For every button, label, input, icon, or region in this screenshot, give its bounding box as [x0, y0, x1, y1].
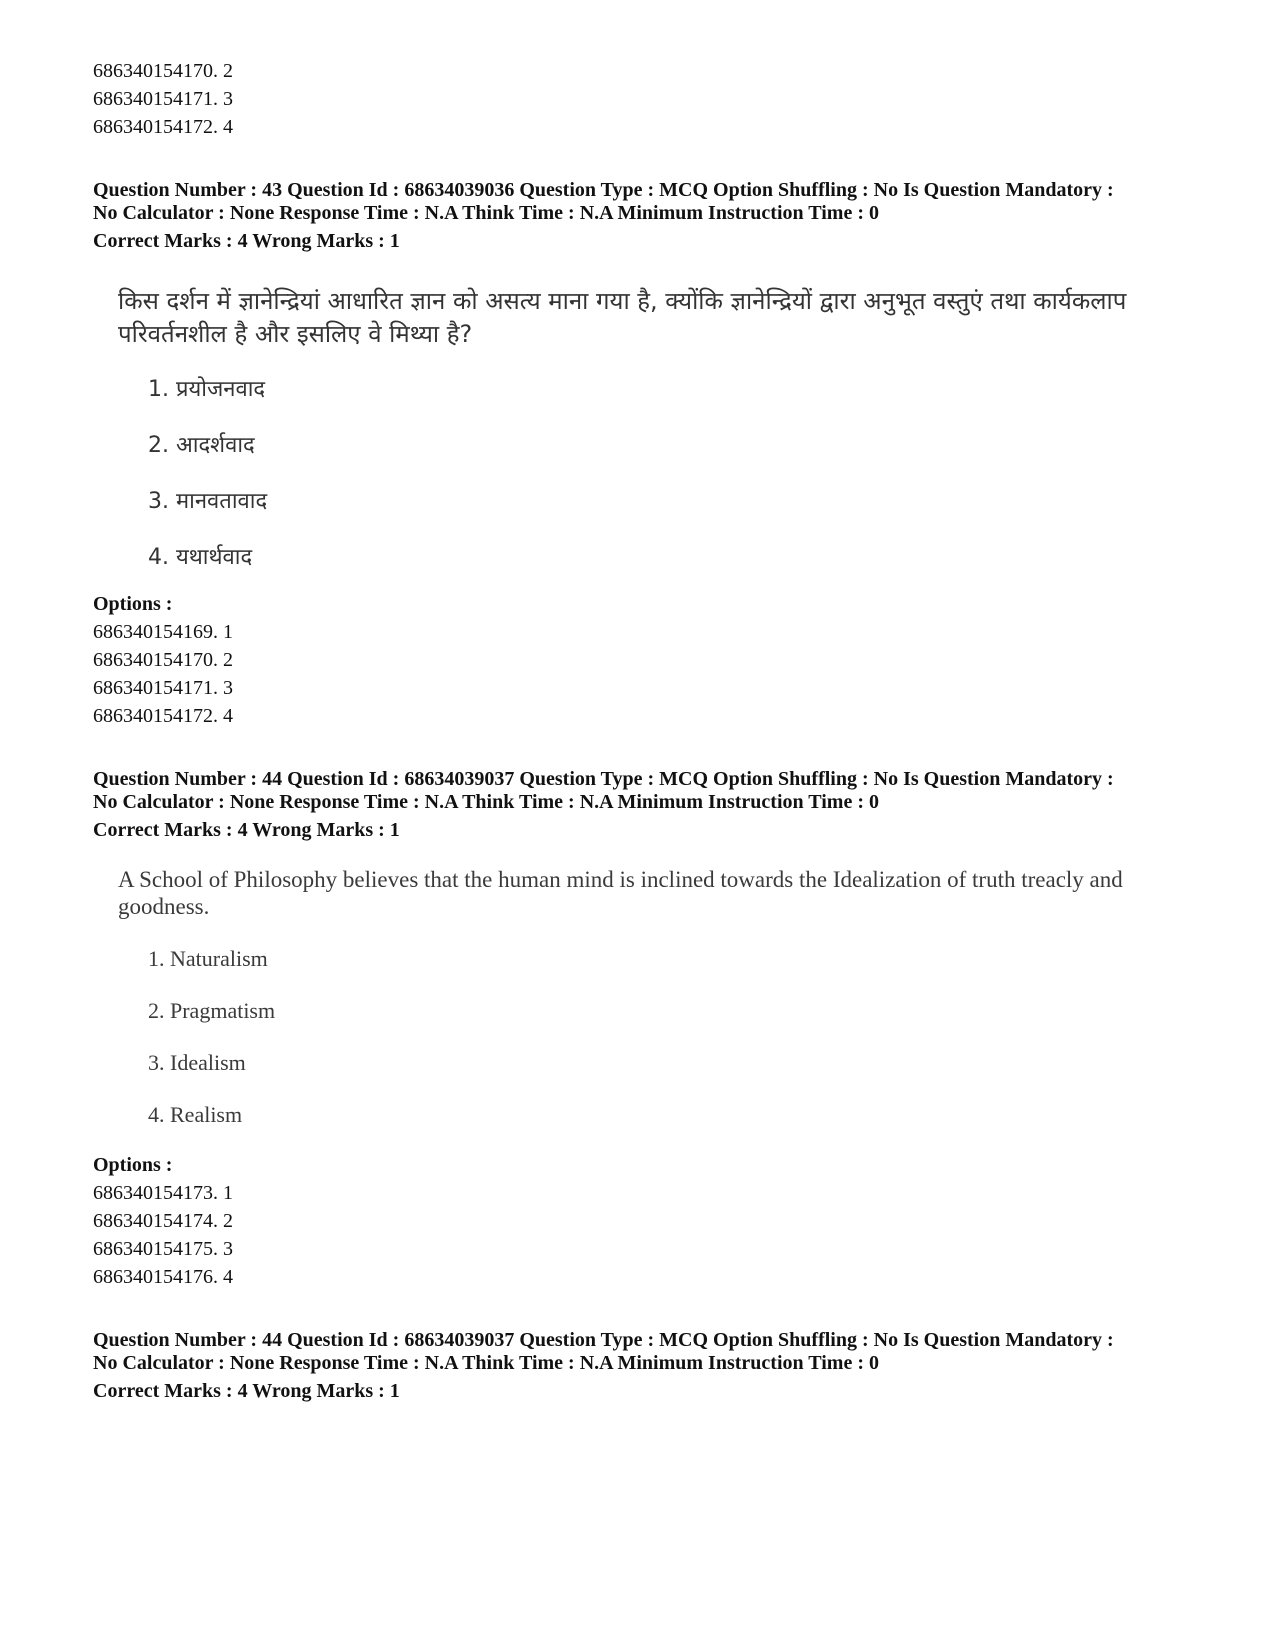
question-header-line1: Question Number : 43 Question Id : 68634039036 Question Type : MCQ Option Shuffling : No Is Question Mandatory : — [93, 179, 1114, 201]
question-choice: 3. Idealism — [148, 1050, 246, 1075]
option-line: 686340154171. 3 — [93, 677, 233, 699]
question-header-line1: Question Number : 44 Question Id : 68634039037 Question Type : MCQ Option Shuffling : No Is Question Mandatory : — [93, 768, 1114, 790]
option-line: 686340154170. 2 — [93, 60, 233, 82]
question-text-line1: A School of Philosophy believes that the human mind is inclined towards the Idealization of truth treacly and — [118, 867, 1123, 892]
question-marks: Correct Marks : 4 Wrong Marks : 1 — [93, 819, 400, 841]
option-line: 686340154172. 4 — [93, 116, 233, 138]
option-line: 686340154171. 3 — [93, 88, 233, 110]
question-marks: Correct Marks : 4 Wrong Marks : 1 — [93, 1380, 400, 1402]
option-line: 686340154170. 2 — [93, 649, 233, 671]
question-header-line2: No Calculator : None Response Time : N.A Think Time : N.A Minimum Instruction Time : 0 — [93, 1352, 879, 1374]
option-line: 686340154173. 1 — [93, 1182, 233, 1204]
question-choice: 2. Pragmatism — [148, 998, 276, 1023]
option-line: 686340154175. 3 — [93, 1238, 233, 1260]
question-text-line1: किस दर्शन में ज्ञानेन्द्रियां आधारित ज्ञान को असत्य माना गया है, क्योंकि ज्ञानेन्द्रियों द्वारा अनुभूत वस्तुएं तथा कार्यकलाप — [118, 287, 1127, 315]
question-marks: Correct Marks : 4 Wrong Marks : 1 — [93, 230, 400, 252]
question-choice: 1. प्रयोजनवाद — [148, 377, 266, 402]
question-choice: 4. यथार्थवाद — [148, 545, 253, 570]
question-choice: 1. Naturalism — [148, 946, 268, 971]
question-choice: 2. आदर्शवाद — [148, 433, 255, 458]
question-header-line1: Question Number : 44 Question Id : 68634039037 Question Type : MCQ Option Shuffling : No Is Question Mandatory : — [93, 1329, 1114, 1351]
question-choice: 3. मानवतावाद — [148, 489, 268, 514]
options-label: Options : — [93, 593, 173, 615]
question-text-line2: goodness. — [118, 894, 210, 919]
question-text-line2: परिवर्तनशील है और इसलिए वे मिथ्या है? — [118, 320, 473, 348]
question-choice: 4. Realism — [148, 1102, 243, 1127]
options-label: Options : — [93, 1154, 173, 1176]
question-header-line2: No Calculator : None Response Time : N.A Think Time : N.A Minimum Instruction Time : 0 — [93, 791, 879, 813]
question-header-line2: No Calculator : None Response Time : N.A Think Time : N.A Minimum Instruction Time : 0 — [93, 202, 879, 224]
option-line: 686340154172. 4 — [93, 705, 233, 727]
option-line: 686340154169. 1 — [93, 621, 233, 643]
option-line: 686340154176. 4 — [93, 1266, 233, 1288]
option-line: 686340154174. 2 — [93, 1210, 233, 1232]
